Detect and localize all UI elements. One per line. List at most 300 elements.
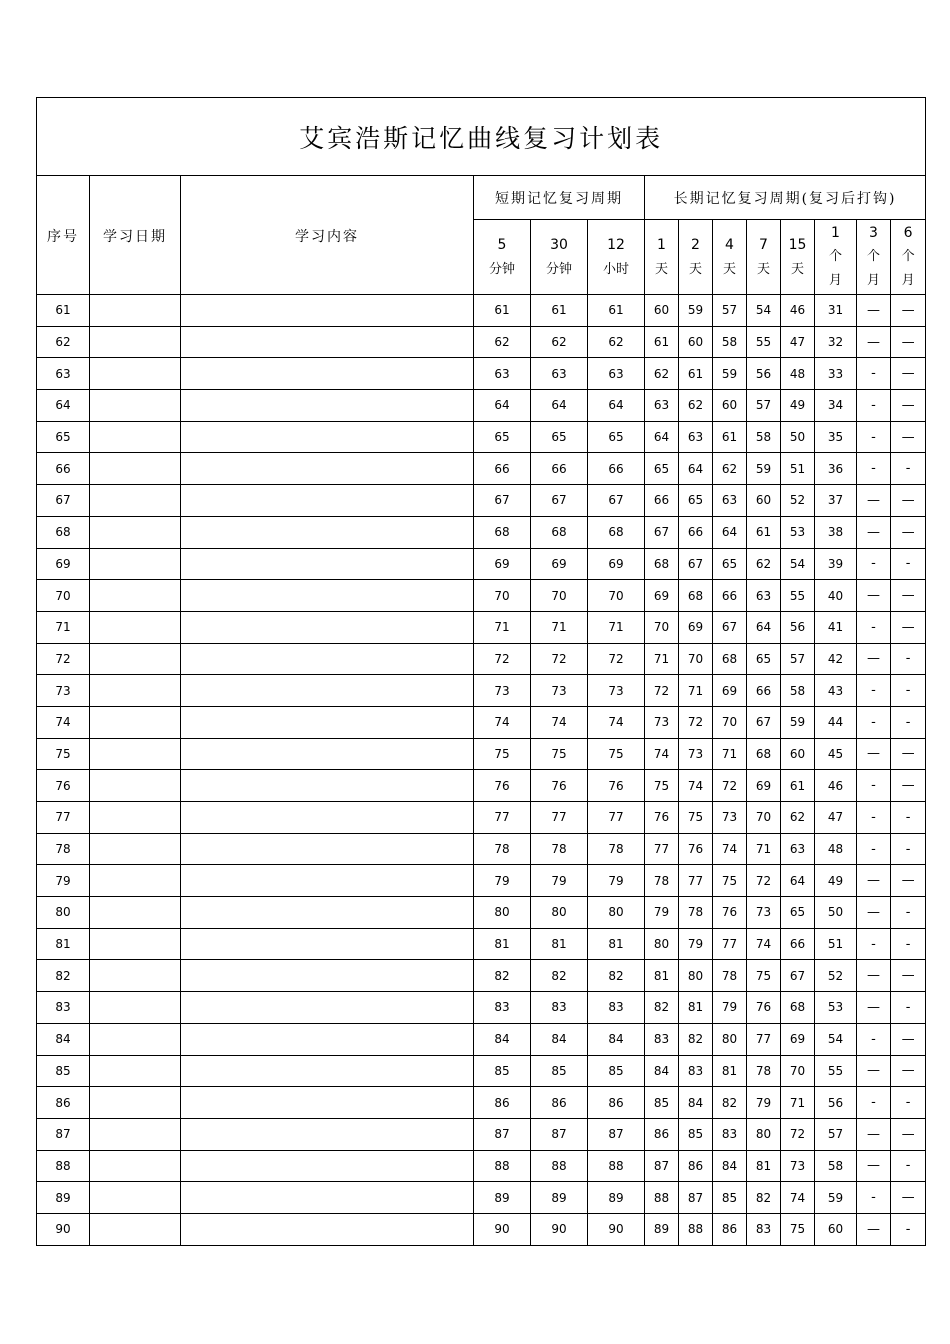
review-cell: 65 — [781, 897, 815, 929]
review-cell: 58 — [713, 326, 747, 358]
review-cell: 51 — [815, 928, 857, 960]
table-row — [37, 675, 926, 707]
review-cell: 71 — [531, 611, 588, 643]
row-index-cell: 70 — [37, 580, 90, 612]
table-body — [37, 295, 926, 1246]
check-cell[interactable]: — — [891, 1182, 926, 1214]
review-cell: 86 — [645, 1118, 679, 1150]
header-long-interval — [679, 220, 713, 295]
review-cell: 56 — [781, 611, 815, 643]
review-cell: 35 — [815, 421, 857, 453]
study-date-cell[interactable] — [90, 1213, 181, 1245]
check-cell[interactable]: - — [891, 548, 926, 580]
check-cell[interactable]: - — [857, 1023, 891, 1055]
check-cell[interactable]: — — [857, 897, 891, 929]
review-cell: 41 — [815, 611, 857, 643]
check-cell[interactable]: — — [891, 326, 926, 358]
check-cell[interactable]: — — [891, 421, 926, 453]
interval-number: 1 — [657, 236, 666, 253]
review-cell: 77 — [679, 865, 713, 897]
study-content-cell[interactable] — [181, 992, 474, 1024]
study-date-cell[interactable] — [90, 453, 181, 485]
check-cell[interactable]: - — [857, 1087, 891, 1119]
interval-number: 5 — [497, 236, 507, 253]
row-index-cell: 61 — [37, 295, 90, 327]
study-content-cell[interactable] — [181, 548, 474, 580]
header-long-interval — [645, 220, 679, 295]
check-cell[interactable]: — — [891, 516, 926, 548]
review-cell: 72 — [588, 643, 645, 675]
check-cell[interactable]: — — [891, 865, 926, 897]
row-index-cell: 80 — [37, 897, 90, 929]
study-date-cell[interactable] — [90, 1182, 181, 1214]
study-date-cell[interactable] — [90, 675, 181, 707]
review-cell: 90 — [531, 1213, 588, 1245]
check-cell[interactable]: — — [891, 358, 926, 390]
review-cell: 57 — [815, 1118, 857, 1150]
review-cell: 65 — [645, 453, 679, 485]
review-cell: 68 — [747, 738, 781, 770]
table-row — [37, 643, 926, 675]
review-cell: 78 — [679, 897, 713, 929]
review-cell: 88 — [645, 1182, 679, 1214]
review-cell: 73 — [645, 706, 679, 738]
study-date-cell[interactable] — [90, 643, 181, 675]
study-content-cell[interactable] — [181, 960, 474, 992]
review-cell: 73 — [474, 675, 531, 707]
review-cell: 69 — [713, 675, 747, 707]
check-cell[interactable]: — — [857, 643, 891, 675]
review-cell: 67 — [588, 485, 645, 517]
check-cell[interactable]: — — [857, 865, 891, 897]
review-cell: 65 — [679, 485, 713, 517]
review-cell: 59 — [679, 295, 713, 327]
study-content-cell[interactable] — [181, 611, 474, 643]
header-short-term-group: 短期记忆复习周期 — [474, 176, 645, 220]
study-content-cell[interactable] — [181, 1182, 474, 1214]
row-index-cell: 68 — [37, 516, 90, 548]
review-cell: 68 — [781, 992, 815, 1024]
row-index-cell: 85 — [37, 1055, 90, 1087]
study-date-cell[interactable] — [90, 1087, 181, 1119]
study-content-cell[interactable] — [181, 1118, 474, 1150]
check-cell[interactable]: - — [857, 1182, 891, 1214]
study-content-cell[interactable] — [181, 453, 474, 485]
review-cell: 59 — [747, 453, 781, 485]
study-content-cell[interactable] — [181, 516, 474, 548]
review-cell: 84 — [588, 1023, 645, 1055]
check-cell[interactable]: - — [891, 675, 926, 707]
check-cell[interactable]: — — [857, 738, 891, 770]
check-cell[interactable]: — — [891, 1118, 926, 1150]
study-content-cell[interactable] — [181, 358, 474, 390]
study-content-cell[interactable] — [181, 1023, 474, 1055]
review-cell: 83 — [679, 1055, 713, 1087]
row-index-cell: 66 — [37, 453, 90, 485]
row-index-cell: 86 — [37, 1087, 90, 1119]
table-row — [37, 580, 926, 612]
table-row — [37, 865, 926, 897]
row-index-cell: 64 — [37, 390, 90, 422]
review-cell: 60 — [747, 485, 781, 517]
review-cell: 89 — [645, 1213, 679, 1245]
review-cell: 62 — [645, 358, 679, 390]
check-cell[interactable]: - — [857, 548, 891, 580]
review-cell: 86 — [531, 1087, 588, 1119]
interval-unit: 分钟 — [488, 261, 515, 277]
check-cell[interactable]: - — [891, 802, 926, 834]
check-cell[interactable]: — — [891, 1023, 926, 1055]
check-cell[interactable]: — — [891, 485, 926, 517]
review-cell: 67 — [679, 548, 713, 580]
check-cell[interactable]: - — [891, 833, 926, 865]
table-row — [37, 1118, 926, 1150]
review-cell: 72 — [645, 675, 679, 707]
review-cell: 75 — [531, 738, 588, 770]
review-cell: 36 — [815, 453, 857, 485]
interval-unit: 小时 — [602, 261, 629, 277]
review-cell: 73 — [679, 738, 713, 770]
check-cell[interactable]: — — [857, 295, 891, 327]
interval-unit: 天 — [722, 261, 736, 277]
study-date-cell[interactable] — [90, 1150, 181, 1182]
check-cell[interactable]: — — [857, 1118, 891, 1150]
check-cell[interactable]: — — [891, 295, 926, 327]
study-date-cell[interactable] — [90, 960, 181, 992]
review-cell: 62 — [713, 453, 747, 485]
study-content-cell[interactable] — [181, 580, 474, 612]
review-cell: 63 — [781, 833, 815, 865]
review-cell: 87 — [474, 1118, 531, 1150]
table-row — [37, 1150, 926, 1182]
study-content-cell[interactable] — [181, 1087, 474, 1119]
check-cell[interactable]: - — [857, 611, 891, 643]
review-cell: 72 — [713, 770, 747, 802]
review-cell: 65 — [713, 548, 747, 580]
study-content-cell[interactable] — [181, 390, 474, 422]
review-cell: 68 — [474, 516, 531, 548]
table-row — [37, 358, 926, 390]
review-cell: 70 — [588, 580, 645, 612]
study-content-cell[interactable] — [181, 928, 474, 960]
review-cell: 52 — [815, 960, 857, 992]
review-cell: 61 — [645, 326, 679, 358]
review-cell: 38 — [815, 516, 857, 548]
study-date-cell[interactable] — [90, 1055, 181, 1087]
review-cell: 70 — [713, 706, 747, 738]
review-cell: 72 — [474, 643, 531, 675]
header-short-interval — [474, 220, 531, 295]
review-cell: 79 — [679, 928, 713, 960]
study-content-cell[interactable] — [181, 802, 474, 834]
review-cell: 42 — [815, 643, 857, 675]
review-cell: 86 — [679, 1150, 713, 1182]
check-cell[interactable]: - — [891, 1213, 926, 1245]
check-cell[interactable]: - — [857, 706, 891, 738]
review-cell: 82 — [474, 960, 531, 992]
review-cell: 82 — [645, 992, 679, 1024]
study-date-cell[interactable] — [90, 802, 181, 834]
study-content-cell[interactable] — [181, 675, 474, 707]
review-cell: 43 — [815, 675, 857, 707]
study-content-cell[interactable] — [181, 1213, 474, 1245]
review-cell: 46 — [815, 770, 857, 802]
review-cell: 71 — [781, 1087, 815, 1119]
study-date-cell[interactable] — [90, 326, 181, 358]
review-cell: 66 — [474, 453, 531, 485]
review-cell: 40 — [815, 580, 857, 612]
check-cell[interactable]: - — [891, 453, 926, 485]
check-cell[interactable]: — — [891, 611, 926, 643]
review-cell: 67 — [781, 960, 815, 992]
review-cell: 79 — [474, 865, 531, 897]
review-cell: 82 — [679, 1023, 713, 1055]
study-content-cell[interactable] — [181, 643, 474, 675]
study-date-cell[interactable] — [90, 548, 181, 580]
table-row — [37, 295, 926, 327]
review-cell: 60 — [815, 1213, 857, 1245]
table-row — [37, 802, 926, 834]
check-cell[interactable]: — — [891, 1055, 926, 1087]
review-cell: 63 — [747, 580, 781, 612]
check-cell[interactable]: — — [891, 738, 926, 770]
review-cell: 64 — [781, 865, 815, 897]
row-index-cell: 79 — [37, 865, 90, 897]
interval-number: 12 — [607, 236, 625, 253]
row-index-cell: 74 — [37, 706, 90, 738]
check-cell[interactable]: - — [857, 358, 891, 390]
check-cell[interactable]: - — [857, 802, 891, 834]
study-date-cell[interactable] — [90, 992, 181, 1024]
study-content-cell[interactable] — [181, 770, 474, 802]
row-index-cell: 65 — [37, 421, 90, 453]
review-cell: 77 — [713, 928, 747, 960]
review-cell: 55 — [815, 1055, 857, 1087]
review-cell: 74 — [713, 833, 747, 865]
review-cell: 85 — [588, 1055, 645, 1087]
interval-unit: 月 — [828, 273, 842, 288]
review-cell: 61 — [679, 358, 713, 390]
check-cell[interactable]: - — [891, 643, 926, 675]
study-content-cell[interactable] — [181, 326, 474, 358]
review-cell: 69 — [747, 770, 781, 802]
review-cell: 80 — [679, 960, 713, 992]
study-content-cell[interactable] — [181, 738, 474, 770]
review-cell: 85 — [474, 1055, 531, 1087]
study-date-cell[interactable] — [90, 611, 181, 643]
review-cell: 74 — [474, 706, 531, 738]
study-date-cell[interactable] — [90, 580, 181, 612]
study-date-cell[interactable] — [90, 706, 181, 738]
study-date-cell[interactable] — [90, 485, 181, 517]
table-row — [37, 390, 926, 422]
study-date-cell[interactable] — [90, 865, 181, 897]
study-content-cell[interactable] — [181, 1150, 474, 1182]
review-cell: 85 — [679, 1118, 713, 1150]
check-cell[interactable]: — — [857, 580, 891, 612]
review-cell: 73 — [531, 675, 588, 707]
review-cell: 62 — [679, 390, 713, 422]
interval-number: 7 — [759, 236, 768, 253]
review-cell: 66 — [747, 675, 781, 707]
header-month-interval — [891, 220, 926, 295]
check-cell[interactable]: — — [891, 770, 926, 802]
review-cell: 74 — [781, 1182, 815, 1214]
study-date-cell[interactable] — [90, 358, 181, 390]
row-index-cell: 82 — [37, 960, 90, 992]
study-date-cell[interactable] — [90, 1118, 181, 1150]
check-cell[interactable]: — — [857, 992, 891, 1024]
study-date-cell[interactable] — [90, 1023, 181, 1055]
review-cell: 67 — [474, 485, 531, 517]
check-cell[interactable]: — — [857, 516, 891, 548]
review-cell: 88 — [474, 1150, 531, 1182]
header-content: 学习内容 — [181, 176, 474, 295]
review-cell: 72 — [679, 706, 713, 738]
review-cell: 86 — [588, 1087, 645, 1119]
review-cell: 75 — [588, 738, 645, 770]
review-cell: 76 — [747, 992, 781, 1024]
check-cell[interactable]: - — [857, 390, 891, 422]
check-cell[interactable]: — — [857, 485, 891, 517]
check-cell[interactable]: - — [857, 453, 891, 485]
study-date-cell[interactable] — [90, 897, 181, 929]
table-row — [37, 1213, 926, 1245]
review-cell: 81 — [645, 960, 679, 992]
interval-unit: 月 — [866, 273, 880, 288]
row-index-cell: 88 — [37, 1150, 90, 1182]
review-cell: 59 — [781, 706, 815, 738]
review-cell: 62 — [588, 326, 645, 358]
review-cell: 55 — [781, 580, 815, 612]
table-row — [37, 485, 926, 517]
interval-unit: 天 — [654, 261, 668, 277]
review-cell: 62 — [781, 802, 815, 834]
row-index-cell: 73 — [37, 675, 90, 707]
review-cell: 66 — [531, 453, 588, 485]
review-cell: 78 — [474, 833, 531, 865]
review-cell: 83 — [588, 992, 645, 1024]
study-content-cell[interactable] — [181, 421, 474, 453]
review-cell: 78 — [645, 865, 679, 897]
study-date-cell[interactable] — [90, 390, 181, 422]
check-cell[interactable]: — — [891, 580, 926, 612]
check-cell[interactable]: - — [857, 833, 891, 865]
check-cell[interactable]: - — [891, 1087, 926, 1119]
review-cell: 88 — [588, 1150, 645, 1182]
interval-unit: 分钟 — [545, 261, 572, 277]
table-row — [37, 548, 926, 580]
check-cell[interactable]: — — [857, 960, 891, 992]
review-cell: 84 — [679, 1087, 713, 1119]
check-cell[interactable]: - — [891, 1150, 926, 1182]
review-cell: 80 — [747, 1118, 781, 1150]
review-cell: 56 — [747, 358, 781, 390]
review-cell: 76 — [474, 770, 531, 802]
check-cell[interactable]: - — [857, 770, 891, 802]
review-cell: 66 — [645, 485, 679, 517]
review-cell: 62 — [531, 326, 588, 358]
review-cell: 50 — [815, 897, 857, 929]
review-cell: 52 — [781, 485, 815, 517]
study-date-cell[interactable] — [90, 295, 181, 327]
check-cell[interactable]: - — [891, 928, 926, 960]
review-cell: 83 — [474, 992, 531, 1024]
table-row — [37, 421, 926, 453]
review-cell: 63 — [474, 358, 531, 390]
study-date-cell[interactable] — [90, 928, 181, 960]
review-cell: 75 — [781, 1213, 815, 1245]
review-cell: 60 — [781, 738, 815, 770]
study-date-cell[interactable] — [90, 833, 181, 865]
check-cell[interactable]: — — [891, 960, 926, 992]
table-row — [37, 897, 926, 929]
review-cell: 71 — [588, 611, 645, 643]
review-cell: 46 — [781, 295, 815, 327]
review-cell: 58 — [815, 1150, 857, 1182]
review-cell: 47 — [781, 326, 815, 358]
check-cell[interactable]: - — [857, 675, 891, 707]
check-cell[interactable]: - — [891, 897, 926, 929]
row-index-cell: 89 — [37, 1182, 90, 1214]
review-cell: 88 — [679, 1213, 713, 1245]
header-long-interval — [781, 220, 815, 295]
table-row — [37, 833, 926, 865]
study-date-cell[interactable] — [90, 738, 181, 770]
review-cell: 70 — [679, 643, 713, 675]
review-cell: 59 — [713, 358, 747, 390]
review-cell: 71 — [713, 738, 747, 770]
study-content-cell[interactable] — [181, 865, 474, 897]
study-content-cell[interactable] — [181, 706, 474, 738]
review-cell: 48 — [781, 358, 815, 390]
review-cell: 72 — [747, 865, 781, 897]
check-cell[interactable]: — — [857, 1150, 891, 1182]
study-content-cell[interactable] — [181, 897, 474, 929]
check-cell[interactable]: - — [891, 706, 926, 738]
study-content-cell[interactable] — [181, 833, 474, 865]
table-row — [37, 453, 926, 485]
check-cell[interactable]: — — [857, 326, 891, 358]
review-cell: 51 — [781, 453, 815, 485]
study-content-cell[interactable] — [181, 485, 474, 517]
review-cell: 77 — [747, 1023, 781, 1055]
review-cell: 45 — [815, 738, 857, 770]
review-cell: 82 — [747, 1182, 781, 1214]
study-content-cell[interactable] — [181, 1055, 474, 1087]
check-cell[interactable]: - — [857, 928, 891, 960]
header-long-interval — [713, 220, 747, 295]
study-content-cell[interactable] — [181, 295, 474, 327]
review-cell: 60 — [713, 390, 747, 422]
study-date-cell[interactable] — [90, 421, 181, 453]
table-row — [37, 928, 926, 960]
check-cell[interactable]: - — [857, 421, 891, 453]
review-cell: 33 — [815, 358, 857, 390]
check-cell[interactable]: — — [891, 390, 926, 422]
review-cell: 55 — [747, 326, 781, 358]
review-cell: 70 — [781, 1055, 815, 1087]
study-date-cell[interactable] — [90, 770, 181, 802]
check-cell[interactable]: - — [891, 992, 926, 1024]
check-cell[interactable]: — — [857, 1055, 891, 1087]
interval-number: 6 — [903, 225, 913, 241]
table-row — [37, 738, 926, 770]
check-cell[interactable]: — — [857, 1213, 891, 1245]
interval-unit: 天 — [790, 261, 804, 277]
review-cell: 65 — [531, 421, 588, 453]
study-date-cell[interactable] — [90, 516, 181, 548]
